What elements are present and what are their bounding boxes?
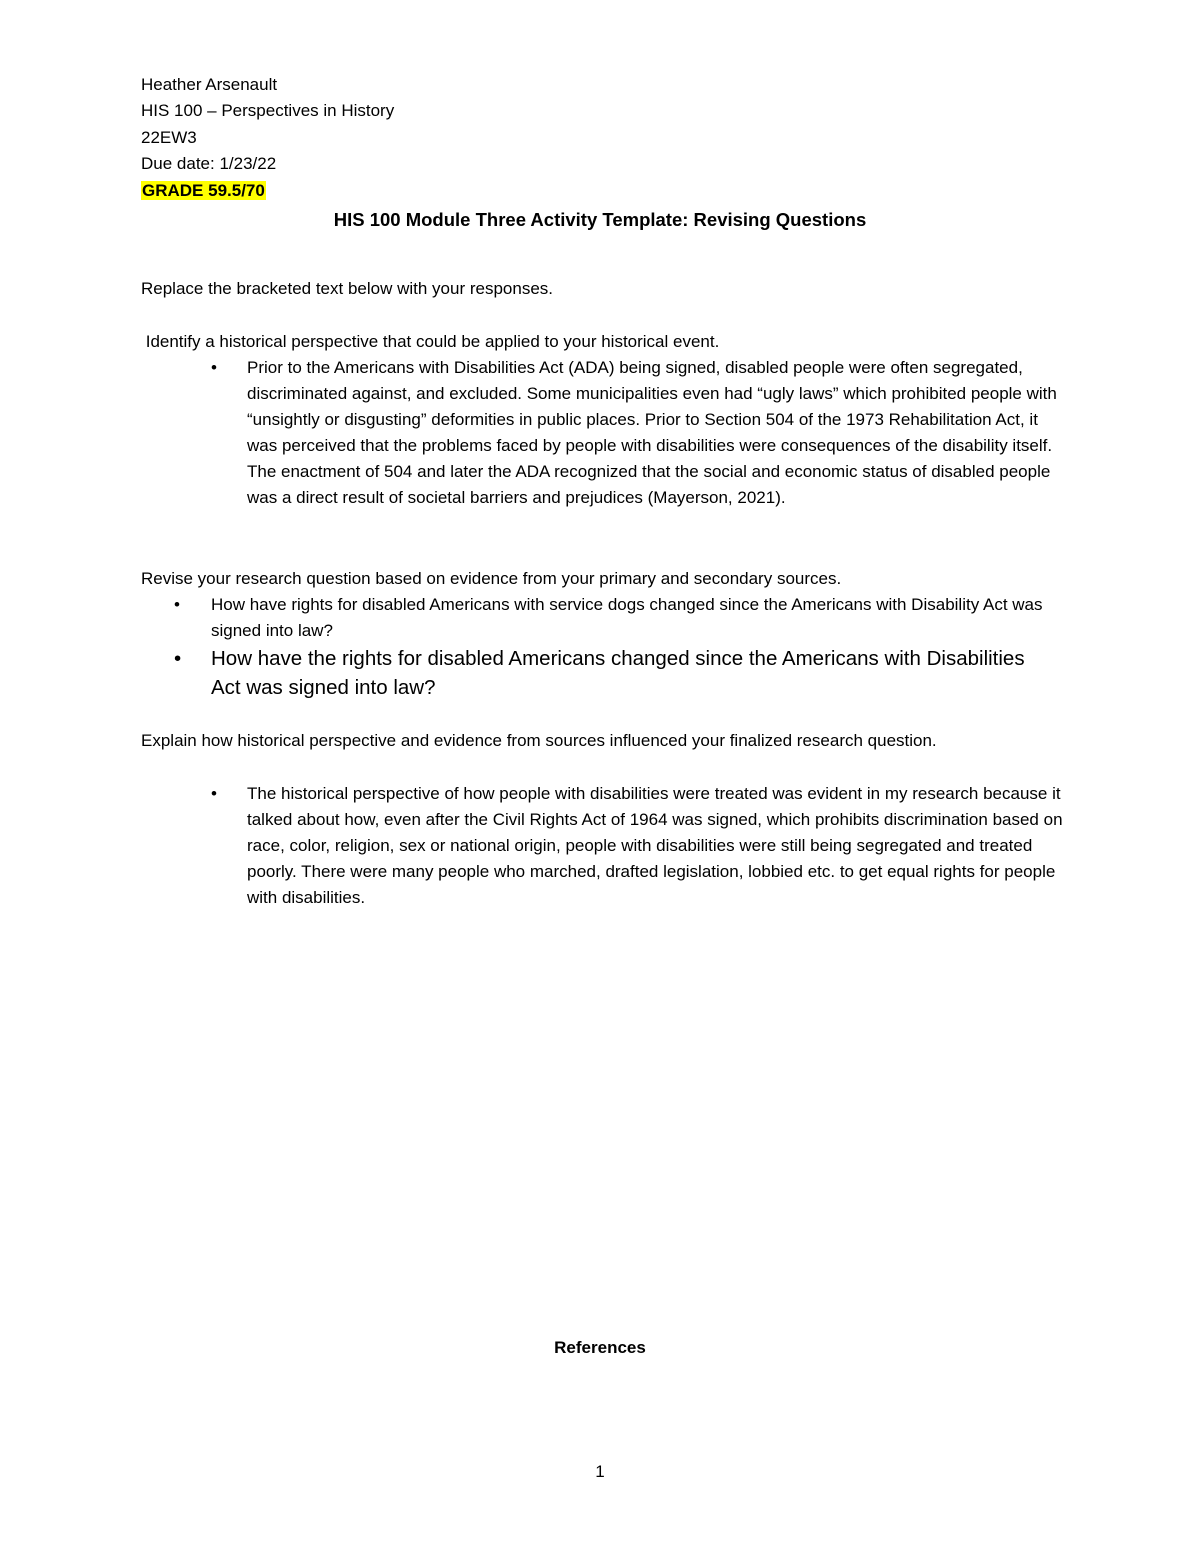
- section-prompt-explain: Explain how historical perspective and evidence from sources influenced your finalized research question.: [141, 731, 937, 750]
- bullet-icon: •: [211, 784, 217, 803]
- page-number: 1: [595, 1462, 605, 1481]
- section-code: 22EW3: [141, 128, 197, 147]
- original-question: How have rights for disabled Americans with service dogs changed since the Americans with Disability Act was signed into law?: [211, 595, 1043, 640]
- due-date: Due date: 1/23/22: [141, 154, 277, 173]
- bullet-icon: •: [211, 358, 217, 377]
- instruction-text: Replace the bracketed text below with your responses.: [141, 279, 554, 298]
- grade-highlight: GRADE 59.5/70: [142, 181, 265, 200]
- bullet-icon: •: [174, 595, 180, 614]
- references-heading: References: [554, 1338, 646, 1357]
- revised-question: How have the rights for disabled Americans changed since the Americans with Disabilities Act was signed into law?: [211, 647, 1025, 699]
- course-name: HIS 100 – Perspectives in History: [141, 101, 395, 120]
- bullet-icon: •: [174, 647, 182, 670]
- section-prompt-revise: Revise your research question based on evidence from your primary and secondary sources.: [141, 569, 842, 588]
- grade-line: [141, 178, 266, 204]
- author-name: Heather Arsenault: [141, 75, 278, 94]
- perspective-answer: Prior to the Americans with Disabilities Act (ADA) being signed, disabled people were often segregated, discriminated against, and excluded. Some municipalities even had “ugly laws” which prohibited people with “unsightly or disgusting” deformities in public places. Prior to Section 504 of the 1973 Rehabilitation Act, it was perceived that the problems faced by people with disabilities were consequences of the disability itself. The enactment of 504 and later the ADA recognized that the social and economic status of disabled people was a direct result of societal barriers and prejudices (Mayerson, 2021).: [247, 358, 1057, 507]
- document-title: HIS 100 Module Three Activity Template: Revising Questions: [333, 209, 867, 230]
- section-prompt-perspective: Identify a historical perspective that could be applied to your historical event.: [141, 332, 720, 351]
- explanation-answer: The historical perspective of how people with disabilities were treated was evident in my research because it talked about how, even after the Civil Rights Act of 1964 was signed, which prohibits discrimination based on race, color, religion, sex or national origin, people with disabilities were still being segregated and treated poorly. There were many people who marched, drafted legislation, lobbied etc. to get equal rights for people with disabilities.: [247, 784, 1063, 907]
